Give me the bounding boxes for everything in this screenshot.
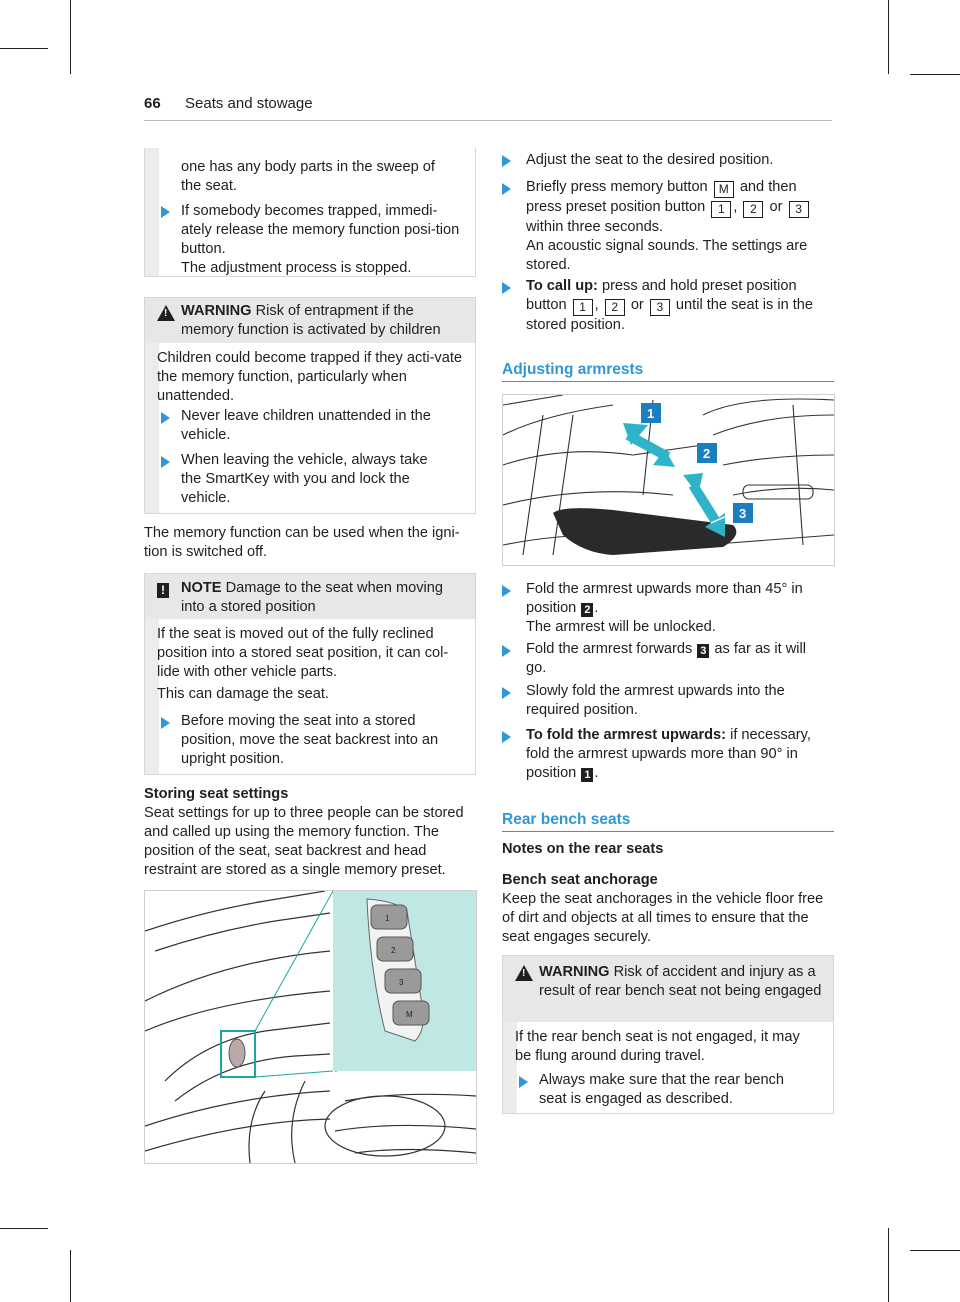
bullet-icon	[502, 687, 511, 699]
anchorage-body: Keep the seat anchorages in the vehicle floor free of dirt and objects at all times to ensure that the seat engages securely.	[502, 891, 824, 945]
warning-body: If the rear bench seat is not engaged, it may be flung around during travel.	[515, 1029, 800, 1064]
step-text: and then press preset position button	[526, 179, 797, 215]
armrest-step-3: Slowly fold the armrest upwards into the required position.	[526, 683, 785, 718]
memory-key-m: M	[714, 181, 734, 198]
step-bold: To call up:	[526, 278, 598, 294]
crop-mark	[0, 48, 48, 49]
heading-rule	[502, 831, 834, 832]
step-call-up: To call up: press and hold preset position button 1 , 2 or 3 until the seat is in the stored position.	[526, 278, 814, 333]
bullet-icon	[161, 717, 170, 729]
crop-mark	[0, 1228, 48, 1229]
step-text: Briefly press memory button	[526, 179, 708, 195]
armrest-figure	[502, 394, 835, 566]
step-text: or	[769, 199, 783, 215]
step-text: press and hold preset position button	[526, 278, 797, 313]
warning-title: Risk of accident and injury as a result of rear bench seat not being engaged	[539, 964, 822, 999]
position-key-2: 2	[581, 603, 593, 617]
bullet-icon	[502, 183, 511, 195]
crop-mark	[888, 1228, 889, 1302]
note-body-1: If the seat is moved out of the fully reclined position into a stored seat position, it can col-lide with other vehicle parts.	[157, 626, 449, 680]
step-store-preset: Briefly press memory button M and then press preset position button 1 , 2 or 3 within three seconds. An acoustic signal sounds. The settings are stored.	[526, 179, 808, 273]
crop-mark	[888, 0, 889, 74]
armrest-step-1: Fold the armrest upwards more than 45° in position 2 . The armrest will be unlocked.	[526, 581, 803, 635]
memory-button-3-label: 3	[399, 978, 404, 987]
preset-key-2: 2	[743, 201, 763, 218]
box-bar	[145, 148, 159, 276]
page-number: 66	[144, 95, 161, 112]
rear-bench-heading: Rear bench seats	[502, 811, 631, 828]
warning-bullet: Always make sure that the rear bench seat is engaged as described.	[539, 1072, 784, 1107]
position-key-1: 1	[581, 768, 593, 782]
armrest-step-4: To fold the armrest upwards: if necessary, fold the armrest upwards more than 90° in position 1 .	[526, 727, 811, 781]
warning-bullet-1: Never leave children unattended in the vehicle.	[181, 408, 431, 443]
crop-mark	[70, 1250, 71, 1302]
section-title: Seats and stowage	[185, 95, 313, 112]
result-text: The adjustment process is stopped.	[181, 260, 412, 276]
armrest-heading: Adjusting armrests	[502, 361, 644, 378]
step-text: An acoustic signal sounds. The settings are stored.	[526, 238, 808, 273]
memory-button-m-label: M	[406, 1010, 413, 1019]
preset-key-2: 2	[605, 299, 625, 316]
memory-button-1-label: 1	[385, 914, 390, 923]
armrest-illustration	[503, 395, 834, 565]
warning-header	[145, 298, 475, 343]
crop-mark	[910, 1250, 960, 1251]
bullet-icon	[161, 412, 170, 424]
anchorage-subheading: Bench seat anchorage	[502, 872, 658, 888]
step-adjust-seat: Adjust the seat to the desired position.	[526, 152, 774, 168]
armrest-step-2	[526, 640, 826, 678]
warning-continuation-box	[144, 148, 476, 277]
warning-title: Risk of entrapment if the memory function is activated by children	[181, 303, 441, 338]
step-text: Fold the armrest forwards	[526, 641, 693, 657]
warning-box	[144, 297, 476, 514]
note-title: Damage to the seat when moving into a stored position	[181, 580, 444, 615]
callout-2: 2	[703, 446, 711, 461]
preset-key-3: 3	[650, 299, 670, 316]
warning-bullet-2: When leaving the vehicle, always take the SmartKey with you and lock the vehicle.	[181, 452, 428, 506]
step-text: The armrest will be unlocked.	[526, 619, 716, 635]
bullet-icon	[502, 155, 511, 167]
step-text: within three seconds.	[526, 219, 664, 235]
warning-label: WARNING	[539, 964, 610, 980]
crop-mark	[70, 0, 71, 74]
warning-icon: !	[157, 305, 175, 321]
page-header	[144, 94, 832, 121]
bullet-icon	[161, 456, 170, 468]
note-body-2: This can damage the seat.	[157, 686, 329, 702]
callout-3: 3	[739, 506, 747, 521]
warning-body: Children could become trapped if they acti-vate the memory function, particularly when unattended.	[157, 350, 463, 404]
memory-buttons-figure	[144, 890, 477, 1164]
step-text: Fold the armrest upwards more than 45° in position	[526, 581, 803, 616]
step-bold: To fold the armrest upwards:	[526, 727, 727, 743]
preset-key-1: 1	[573, 299, 593, 316]
note-icon: !	[157, 583, 169, 598]
position-key-3: 3	[697, 644, 709, 658]
warning-label: WARNING	[181, 303, 252, 319]
warning-header	[503, 956, 833, 1022]
step-text: until the seat is in the stored position.	[526, 297, 814, 333]
bullet-icon	[502, 645, 511, 657]
note-box	[144, 573, 476, 775]
bullet-icon	[161, 206, 170, 218]
note-label: NOTE	[181, 580, 222, 596]
storing-body: Seat settings for up to three people can be stored and called up using the memory function. The position of the seat, seat backrest and head restraint are stored as a single memory preset.	[144, 805, 464, 878]
rear-notes-subheading: Notes on the rear seats	[502, 841, 664, 857]
note-bullet: Before moving the seat into a stored position, move the seat backrest into an upright position.	[181, 713, 439, 767]
callout-1: 1	[647, 406, 655, 421]
continuation-text: one has any body parts in the sweep of the seat.	[181, 159, 435, 194]
bullet-icon	[519, 1076, 528, 1088]
memory-button-2-label: 2	[391, 946, 396, 955]
warning-icon: !	[515, 965, 533, 981]
bullet-text: If somebody becomes trapped, immedi-ately release the memory function posi-tion button.	[181, 203, 460, 257]
step-text: or	[630, 297, 644, 313]
bullet-icon	[502, 282, 511, 294]
preset-key-3: 3	[789, 201, 809, 218]
bullet-icon	[502, 731, 511, 743]
crop-mark	[910, 74, 960, 75]
heading-rule	[502, 381, 834, 382]
step-text: if necessary, fold the armrest upwards more than 90° in position	[526, 727, 811, 781]
memory-paragraph: The memory function can be used when the igni-tion is switched off.	[144, 525, 460, 560]
step-text: as far as it will go.	[526, 641, 807, 676]
note-header	[145, 574, 475, 619]
bullet-icon	[502, 585, 511, 597]
door-panel-illustration	[145, 891, 476, 1163]
storing-heading: Storing seat settings	[144, 786, 289, 802]
preset-key-1: 1	[711, 201, 731, 218]
rear-warning-box	[502, 955, 834, 1114]
